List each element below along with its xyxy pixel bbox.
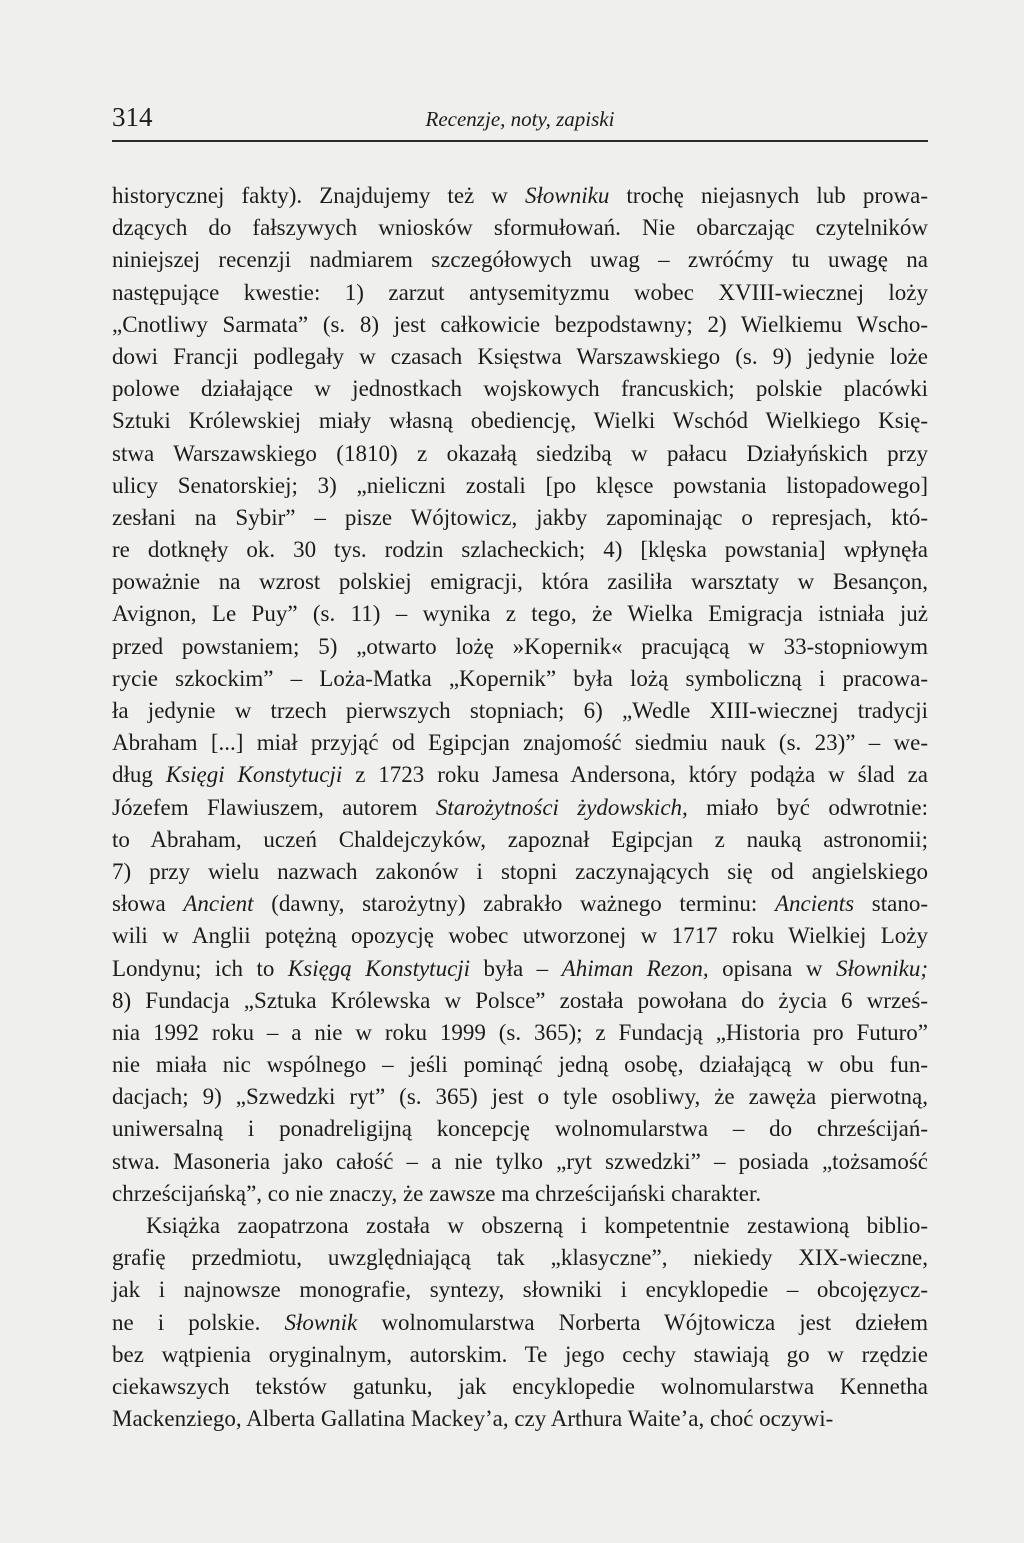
text-run: niniejszej recenzji nadmiarem szczegółowych uwag – zwróćmy tu uwagę na	[112, 247, 928, 273]
text-run: dacjach; 9) „Szwedzki ryt” (s. 365) jest o tyle osobliwy, że zawęża pierwotną,	[112, 1084, 928, 1110]
text-run: bez wątpienia oryginalnym, autorskim. Te jego cechy stawiają go w rzędzie	[112, 1341, 928, 1367]
text-line	[112, 759, 928, 791]
text-run: dzących do fałszywych wniosków sformułowań. Nie obarczając czytelników	[112, 215, 928, 241]
body-text	[112, 180, 928, 1435]
text-run: 8) Fundacja „Sztuka Królewska w Polsce” została powołana do życia 6 wrześ-	[112, 987, 928, 1013]
text-line	[112, 277, 928, 309]
text-run: re dotknęły ok. 30 tys. rodzin szlacheckich; 4) [klęska powstania] wpłynęła	[112, 537, 928, 563]
text-line	[112, 985, 928, 1017]
header-rule	[112, 140, 928, 142]
text-line	[112, 1339, 928, 1371]
italic-text: Słowniku	[525, 183, 610, 208]
text-run: Mackenziego, Alberta Gallatina Mackey’a, czy Arthura Waite’a, choć oczywi-	[112, 1406, 834, 1432]
text-run: miało być odwrotnie:	[687, 794, 928, 820]
text-run: to Abraham, uczeń Chaldejczyków, zapoznał Egipcjan z nauką astronomii;	[112, 826, 928, 852]
text-run: zesłani na Sybir” – pisze Wójtowicz, jakby zapominając o represjach, któ-	[112, 504, 928, 530]
text-line	[112, 373, 928, 405]
text-run: słowa	[112, 891, 184, 917]
italic-text: Księgi Konstytucji	[165, 762, 343, 788]
text-line	[112, 566, 928, 598]
italic-text: Ahiman Rezon,	[561, 955, 709, 981]
text-run: stwa Warszawskiego (1810) z okazałą siedzibą w pałacu Działyńskich przy	[112, 440, 928, 466]
text-line	[112, 1081, 928, 1113]
text-run: Książka zaopatrzona została w obszerną i kompetentnie zestawioną biblio-	[146, 1213, 928, 1238]
text-line	[112, 341, 928, 373]
text-run: ciekawszych tekstów gatunku, jak encyklopedie wolnomularstwa Kennetha	[112, 1373, 928, 1399]
text-line	[112, 470, 928, 502]
text-line	[112, 1210, 928, 1242]
text-line	[112, 244, 928, 276]
text-line	[112, 953, 928, 985]
text-line	[112, 1049, 928, 1081]
text-run: była –	[470, 955, 562, 981]
text-run: Avignon, Le Puy” (s. 11) – wynika z tego, że Wielka Emigracja istniała już	[112, 601, 928, 627]
italic-text: Starożytności żydowskich,	[435, 794, 688, 820]
text-line	[112, 309, 928, 341]
text-run: przed powstaniem; 5) „otwarto lożę »Kopernik« pracującą w 33-stopniowym	[112, 633, 928, 659]
italic-text: Ancient	[183, 891, 254, 917]
text-line	[112, 663, 928, 695]
text-run: chrześcijańską”, co nie znaczy, że zawsze ma chrześcijański charakter.	[112, 1180, 762, 1206]
text-line	[112, 1307, 928, 1339]
text-run: opisana w	[708, 955, 836, 981]
text-line	[112, 1403, 928, 1435]
text-run: grafię przedmiotu, uwzględniającą tak „klasyczne”, niekiedy XIX-wieczne,	[112, 1245, 928, 1271]
running-title: Recenzje, noty, zapiski	[425, 107, 615, 131]
text-run: Londynu; ich to	[112, 955, 288, 981]
text-line	[112, 920, 928, 952]
text-run: Józefem Flawiuszem, autorem	[112, 794, 436, 820]
text-run: jak i najnowsze monografie, syntezy, słowniki i encyklopedie – obcojęzycz-	[112, 1277, 928, 1303]
text-line	[112, 824, 928, 856]
text-run: wili w Anglii potężną opozycję wobec utworzonej w 1717 roku Wielkiej Loży	[112, 923, 928, 949]
page-number: 314	[112, 102, 153, 132]
text-run: nia 1992 roku – a nie w roku 1999 (s. 365); z Fundacją „Historia pro Futuro”	[112, 1019, 928, 1045]
text-run: dowi Francji podlegały w czasach Księstwa Warszawskiego (s. 9) jedynie loże	[112, 343, 928, 369]
text-run: uniwersalną i ponadreligijną koncepcję wolnomularstwa – do chrześcijań-	[112, 1116, 928, 1142]
text-run: trochę niejasnych lub prowa-	[609, 183, 928, 208]
text-line	[112, 631, 928, 663]
text-run: z 1723 roku Jamesa Andersona, który podąża w ślad za	[342, 762, 929, 788]
text-run: następujące kwestie: 1) zarzut antysemityzmu wobec XVIII-wiecznej loży	[112, 279, 928, 305]
text-run: „Cnotliwy Sarmata” (s. 8) jest całkowicie bezpodstawny; 2) Wielkiemu Wscho-	[112, 311, 928, 337]
text-run: stwa. Masoneria jako całość – a nie tylko „ryt szwedzki” – posiada „tożsamość	[112, 1148, 928, 1174]
text-line	[112, 1178, 928, 1210]
text-line	[112, 1274, 928, 1306]
text-run: dług	[112, 762, 166, 788]
text-run: ła jedynie w trzech pierwszych stopniach; 6) „Wedle XIII-wiecznej tradycji	[112, 698, 928, 723]
text-run: polowe działające w jednostkach wojskowych francuskich; polskie placówki	[112, 376, 928, 402]
page-header	[112, 96, 928, 142]
text-line	[112, 534, 928, 566]
italic-text: Słowniku;	[835, 955, 928, 981]
text-run: rycie szkockim” – Loża-Matka „Kopernik” była lożą symboliczną i pracowa-	[112, 665, 928, 691]
text-line	[112, 598, 928, 630]
text-line	[112, 856, 928, 888]
text-line	[112, 1017, 928, 1049]
text-line	[112, 1146, 928, 1178]
text-run: ulicy Senatorskiej; 3) „nieliczni zostali [po klęsce powstania listopadowego]	[112, 472, 928, 498]
text-line	[112, 1371, 928, 1403]
text-run: historycznej fakty). Znajdujemy też w	[112, 183, 525, 208]
text-line	[112, 180, 928, 212]
text-line	[112, 695, 928, 727]
text-line	[112, 502, 928, 534]
text-line	[112, 405, 928, 437]
text-line	[112, 212, 928, 244]
italic-text: Księgą Konstytucji	[287, 955, 471, 981]
italic-text: Słownik	[284, 1309, 358, 1335]
text-line	[112, 1113, 928, 1145]
text-line	[112, 727, 928, 759]
text-run: Abraham [...] miał przyjąć od Egipcjan znajomość siedmiu nauk (s. 23)” – we-	[112, 730, 928, 756]
text-line	[112, 438, 928, 470]
text-run: (dawny, starożytny) zabrakło ważnego terminu:	[253, 891, 775, 917]
text-run: stano-	[854, 891, 928, 917]
text-run: 7) przy wielu nazwach zakonów i stopni zaczynających się od angielskiego	[112, 858, 928, 884]
text-line	[112, 1242, 928, 1274]
text-line	[112, 792, 928, 824]
text-run: wolnomularstwa Norberta Wójtowicza jest dziełem	[357, 1309, 928, 1335]
text-run: poważnie na wzrost polskiej emigracji, która zasiliła warsztaty w Besançon,	[112, 569, 928, 595]
text-line	[112, 888, 928, 920]
text-run: nie miała nic wspólnego – jeśli pominąć jedną osobę, działającą w obu fun-	[112, 1052, 928, 1078]
text-run: Sztuki Królewskiej miały własną obediencję, Wielki Wschód Wielkiego Księ-	[112, 408, 928, 434]
text-run: ne i polskie.	[112, 1309, 285, 1335]
italic-text: Ancients	[774, 891, 855, 917]
